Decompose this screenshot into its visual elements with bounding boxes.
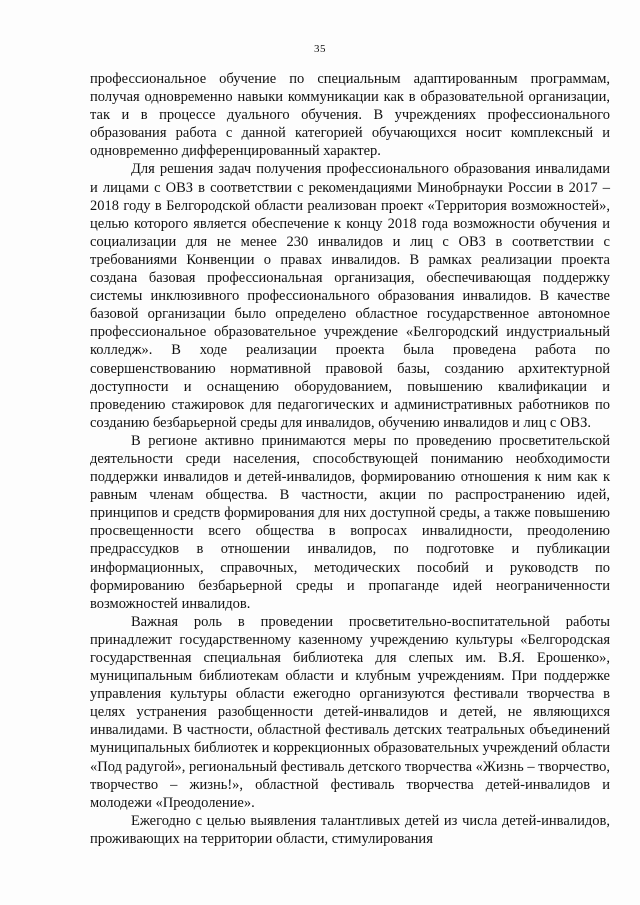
paragraph-talented-children: Ежегодно с целью выявления талантливых детей из числа детей-инвалидов, проживающих на территории области, стимулирования <box>90 812 610 847</box>
body-text <box>90 70 610 848</box>
paragraph-awareness-activities: В регионе активно принимаются меры по проведению просветительской деятельности среди населения, способствующей пониманию необходимости поддержки инвалидов и детей-инвалидов, формированию отношения к ним как к равным членам общества. В частности, акции по распространению идей, принципов и средств формирования для них доступной среды, а также повышению просвещенности всего общества в вопросах инвалидности, преодолению предрассудков в отношении инвалидов, по подготовке и публикации информационных, справочных, методических пособий и руководств по формированию безбарьерной среды и пропаганде идей неограниченности возможностей инвалидов. <box>90 432 610 612</box>
page-number: 35 <box>314 43 326 55</box>
paragraph-project-territory: Для решения задач получения профессионального образования инвалидами и лицами с ОВЗ в соответствии с рекомендациями Минобрнауки России в 2017 – 2018 году в Белгородской области реализован проект «Территория возможностей», целью которого является обеспечение к концу 2018 года возможности обучения и социализации для не менее 230 инвалидов и лиц с ОВЗ в соответствии с требованиями Конвенции о правах инвалидов. В рамках реализации проекта создана базовая профессиональная организация, обеспечивающая поддержку системы инклюзивного профессионального образования инвалидов. В качестве базовой организации было определено областное государственное автономное профессиональное образовательное учреждение «Белгородский индустриальный колледж». В ходе реализации проекта была проведена работа по совершенствованию нормативной правовой базы, созданию архитектурной доступности и оснащению оборудованием, повышению квалификации и проведению стажировок для педагогических и административных работников по созданию безбарьерной среды для инвалидов, обучению инвалидов и лиц с ОВЗ. <box>90 161 610 431</box>
paragraph-library-festivals: Важная роль в проведении просветительно-воспитательной работы принадлежит государственному казенному учреждению культуры «Белгородская государственная специальная библиотека для слепых им. В.Я. Ерошенко», муниципальным библиотекам области и клубным учреждениям. При поддержке управления культуры области ежегодно организуются фестивали творчества в целях устранения разобщенности детей-инвалидов и детей, не являющихся инвалидами. В частности, областной фестиваль детских театральных объединений муниципальных библиотек и коррекционных образовательных учреждений области «Под радугой», региональный фестиваль детского творчества «Жизнь – творчество, творчество – жизнь!», областной фестиваль творчества детей-инвалидов и молодежи «Преодоление». <box>90 613 610 811</box>
paragraph-continuation: профессиональное обучение по специальным адаптированным программам, получая одновременно навыки коммуникации как в образовательной организации, так и в процессе дуального обучения. В учреждениях профессионального образования работа с данной категорией обучающихся носит комплексный и одновременно дифференцированный характер. <box>90 71 610 160</box>
